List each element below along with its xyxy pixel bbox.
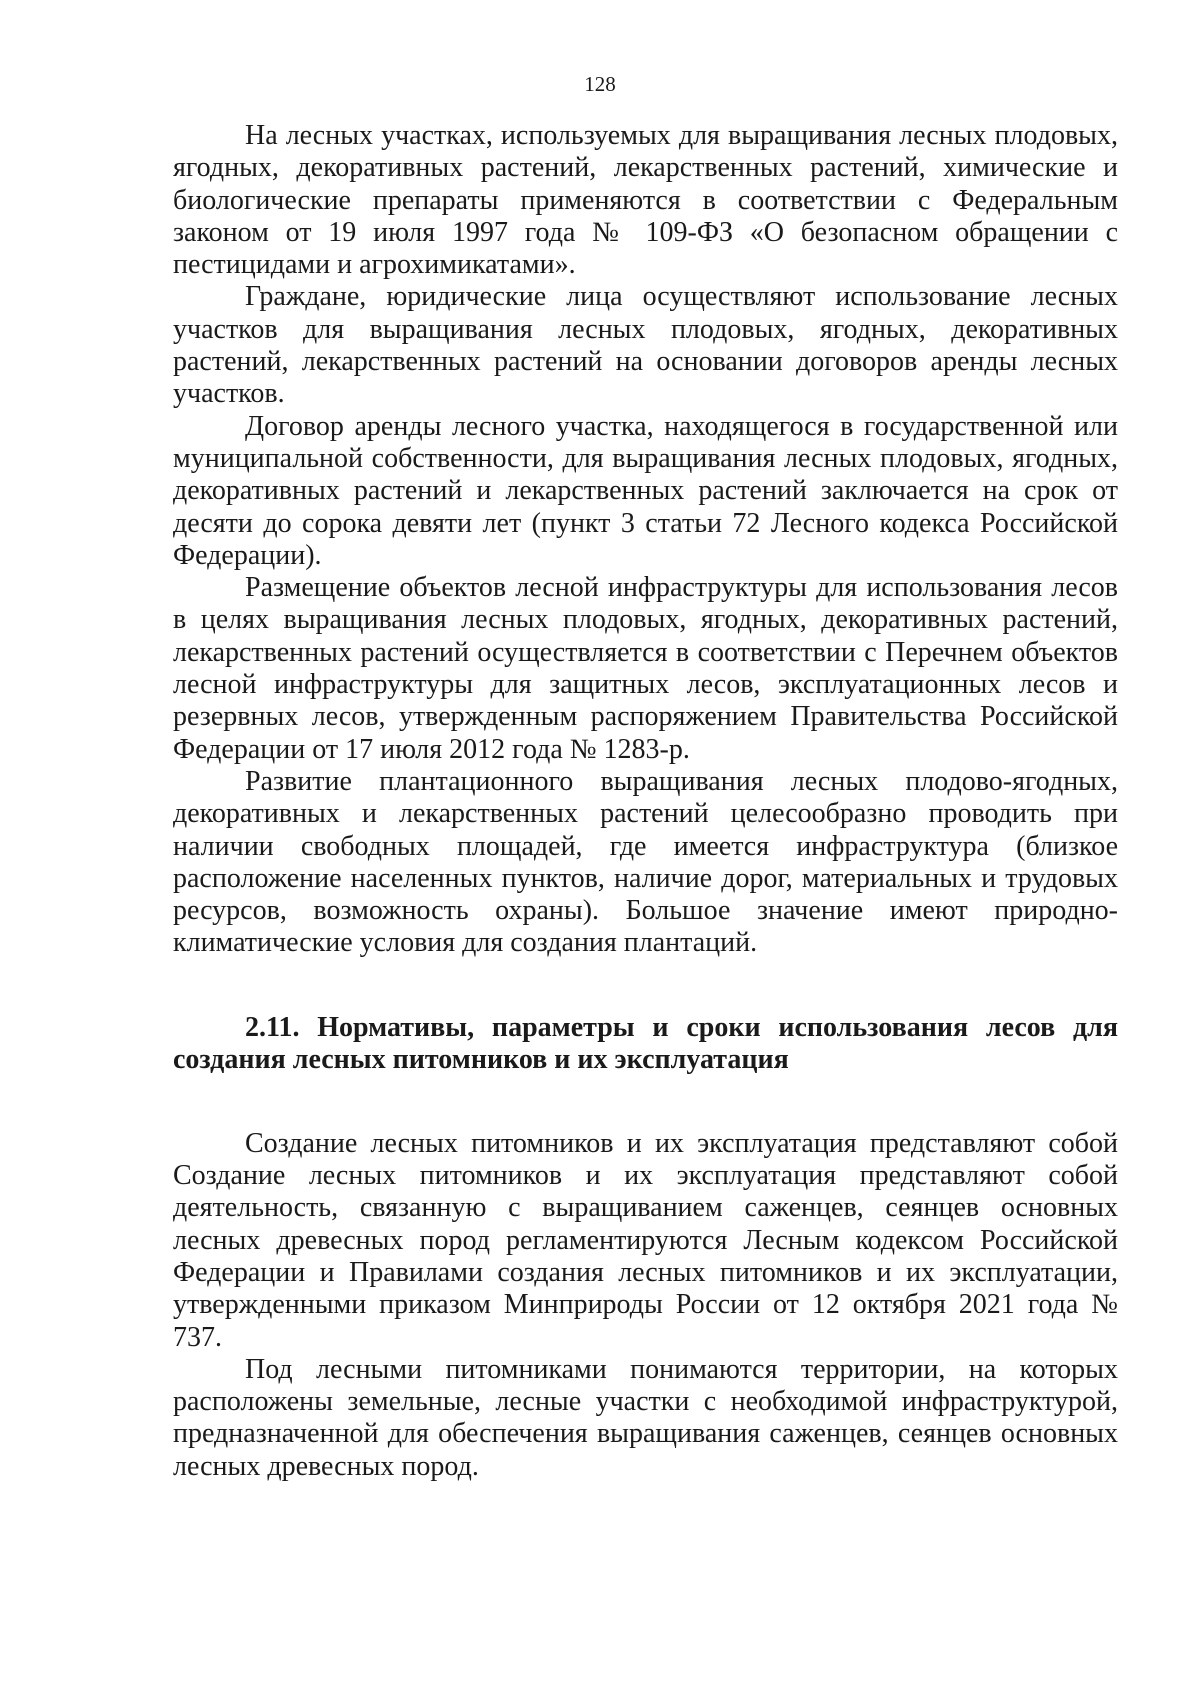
document-body [173,120,1118,1483]
paragraph-nursery-creation: Создание лесных питомников и их эксплуатация представляют собой Создание лесных питомников и их эксплуатация представляют собой деятельность, связанную с выращиванием саженцев, сеянцев основных лесных древесных пород регламентируются Лесным кодексом Российской Федерации и Правилами создания лесных питомников и их эксплуатации, утвержденными приказом Минприроды России от 12 октября 2021 года № 737. [173,1127,1118,1353]
paragraph-pesticides: На лесных участках, используемых для выращивания лесных плодовых, ягодных, декоративных растений, лекарственных растений, химические и биологические препараты применяются в соответствии с Федеральным законом от 19 июля 1997 года № 109-ФЗ «О безопасном обращении с пестицидами и агрохимикатами». [173,120,1118,281]
paragraph-plantation-development: Развитие плантационного выращивания лесных плодово-ягодных, декоративных и лекарственных растений целесообразно проводить при наличии свободных площадей, где имеется инфраструктура (близкое расположение населенных пунктов, наличие дорог, материальных и трудовых ресурсов, возможность охраны). Большое значение имеют природно-климатические условия для создания плантаций. [173,765,1118,959]
paragraph-lease-term: Договор аренды лесного участка, находящегося в государственной или муниципальной собственности, для выращивания лесных плодовых, ягодных, декоративных растений и лекарственных растений заключается на срок от десяти до сорока девяти лет (пункт 3 статьи 72 Лесного кодекса Российской Федерации). [173,410,1118,571]
paragraph-lease-usage: Граждане, юридические лица осуществляют использование лесных участков для выращивания лесных плодовых, ягодных, декоративных растений, лекарственных растений на основании договоров аренды лесных участков. [173,281,1118,410]
paragraph-infrastructure: Размещение объектов лесной инфраструктуры для использования лесов в целях выращивания лесных плодовых, ягодных, декоративных растений, лекарственных растений осуществляется в соответствии с Перечнем объектов лесной инфраструктуры для защитных лесов, эксплуатационных лесов и резервных лесов, утвержденным распоряжением Правительства Российской Федерации от 17 июля 2012 года № 1283-р. [173,572,1118,765]
section-heading: 2.11. Нормативы, параметры и сроки использования лесов для создания лесных питомников и их эксплуатация [173,1011,1118,1075]
paragraph-nursery-definition: Под лесными питомниками понимаются территории, на которых расположены земельные, лесные участки с необходимой инфраструктурой, предназначенной для обеспечения выращивания саженцев, сеянцев основных лесных древесных пород. [173,1353,1118,1482]
page-number: 128 [584,72,616,96]
